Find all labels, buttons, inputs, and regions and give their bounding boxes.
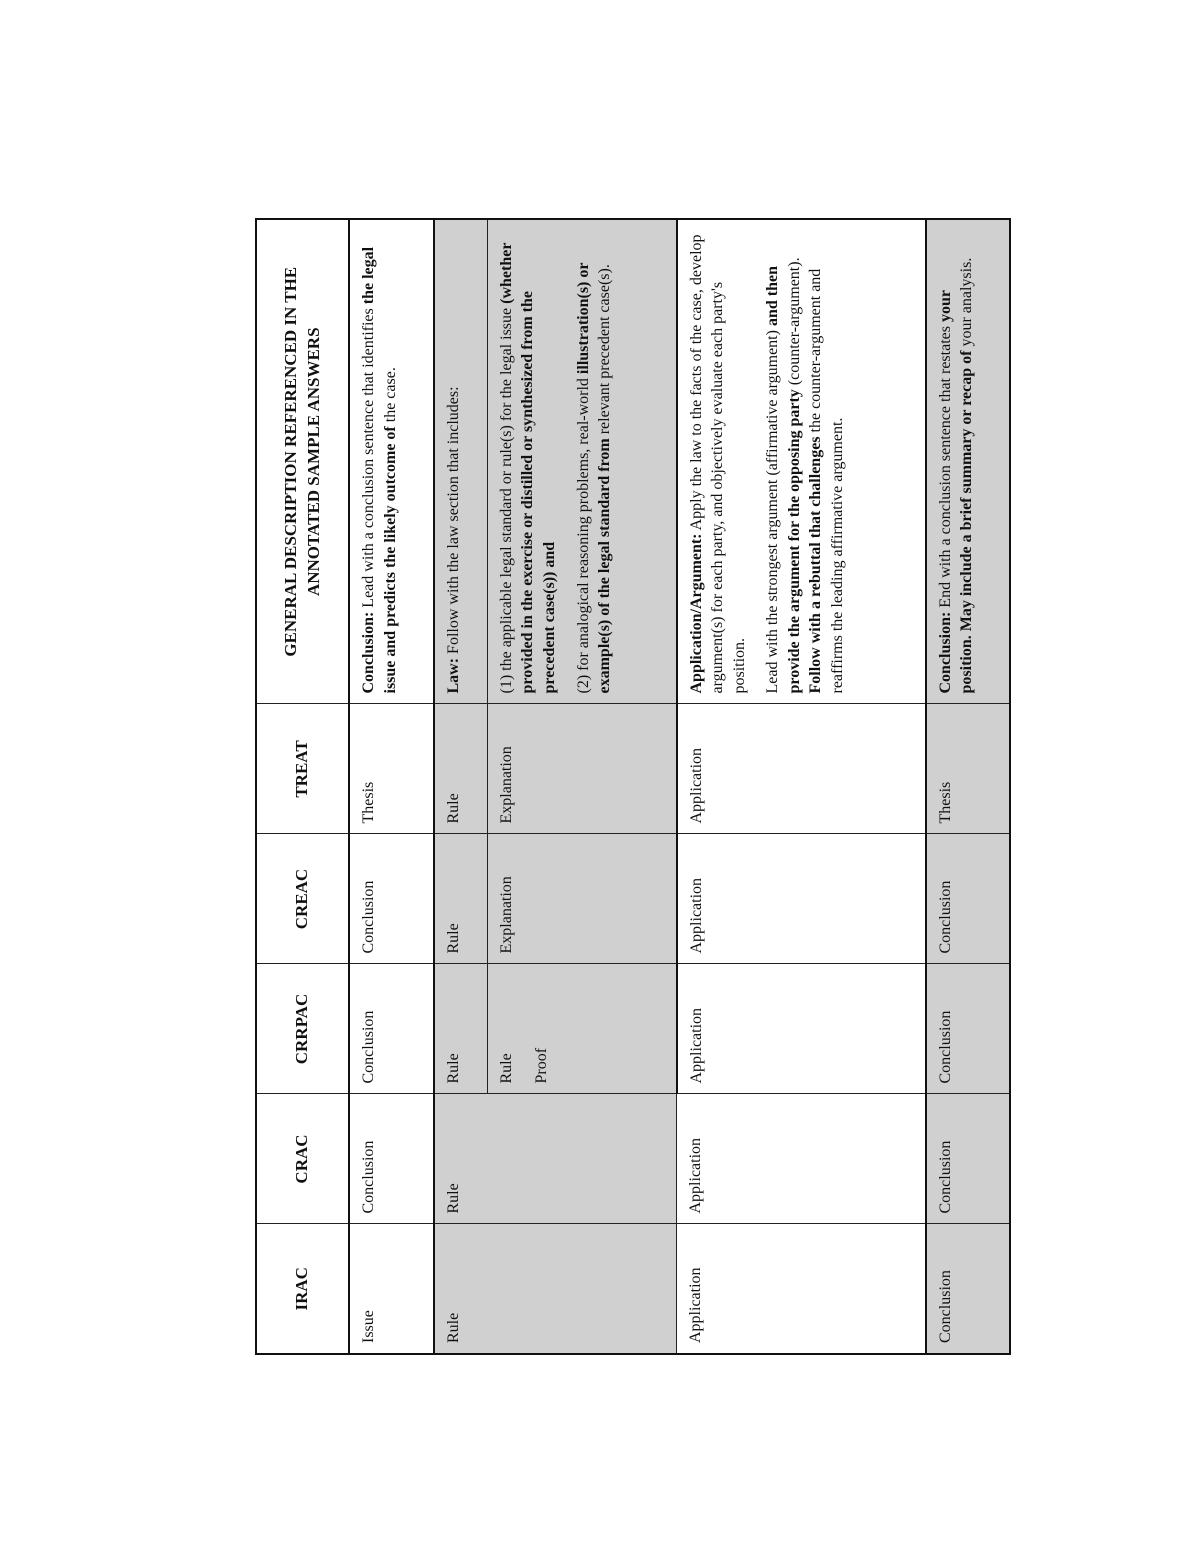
desc-text: Lead with a conclusion sentence that identifies [360, 304, 378, 612]
table-header-row [256, 219, 349, 1354]
desc-label: Conclusion: [936, 611, 954, 694]
cell-irac: Conclusion [926, 1224, 1010, 1354]
desc-text-bold: your position. May include a brief summary or recap of [936, 290, 976, 694]
cell-crac: Application [677, 1094, 926, 1224]
header-creac: CREAC [256, 834, 349, 964]
cell-treat: Thesis [926, 704, 1010, 834]
cell-description [349, 219, 433, 704]
cell-irac: Application [677, 1224, 926, 1354]
desc-text: Lead with the strongest argument (affirmative argument) [764, 326, 782, 694]
rotated-page [255, 220, 1011, 1355]
cell-treat: Thesis [349, 704, 433, 834]
cell-description [926, 219, 1010, 704]
cell-description [677, 219, 926, 704]
desc-paragraph [686, 230, 751, 694]
desc-text: End with a conclusion sentence that restates [936, 322, 954, 612]
desc-text: your analysis. [958, 257, 976, 351]
cell-treat: Application [677, 704, 926, 834]
cell-treat: Rule [434, 704, 488, 834]
framework-comparison-table [255, 218, 1011, 1355]
cell-creac: Application [677, 834, 926, 964]
desc-text-bold: and then provide the argument for the opposing party [764, 266, 803, 694]
cell-treat: Explanation [487, 704, 676, 834]
desc-text-bold: illustration(s) or example(s) of the legal standard from [574, 262, 614, 694]
desc-paragraph [573, 230, 616, 694]
cell-crrpac-proof: Proof [533, 1047, 551, 1084]
cell-crac: Conclusion [926, 1094, 1010, 1224]
table-row-conclusion [926, 219, 1010, 1354]
cell-crrpac: Conclusion [926, 964, 1010, 1094]
desc-paragraph [496, 230, 561, 694]
cell-crac: Conclusion [349, 1094, 433, 1224]
table-row-conclusion-thesis [349, 219, 433, 1354]
cell-description [487, 219, 676, 704]
desc-text-bold: the legal issue and predicts the likely outcome of [360, 246, 399, 694]
cell-irac: Issue [349, 1224, 433, 1354]
cell-crrpac [487, 964, 676, 1094]
table-row-rule [434, 219, 488, 1354]
desc-label: Conclusion: [360, 611, 378, 694]
cell-creac: Explanation [487, 834, 676, 964]
desc-text-bold: (whether provided in the exercise or distilled or synthesized from the precedent case(s)) and [497, 242, 559, 694]
header-crrpac: CRRPAC [256, 964, 349, 1094]
desc-text-bold: Follow with a rebuttal that challenges [807, 436, 825, 694]
cell-crrpac: Conclusion [349, 964, 433, 1094]
cell-crrpac: Application [677, 964, 926, 1094]
header-irac: IRAC [256, 1224, 349, 1354]
desc-label: Application/Argument: [687, 533, 705, 694]
desc-text: the case. [381, 367, 399, 427]
desc-text: Follow with the law section that includes: [444, 386, 462, 658]
cell-creac: Rule [434, 834, 488, 964]
cell-description [434, 219, 488, 704]
desc-text: (1) the applicable legal standard or rule(s) for the legal issue [497, 303, 515, 694]
cell-crrpac: Rule [434, 964, 488, 1094]
cell-crrpac-rule: Rule [497, 1053, 515, 1084]
table-row-application [677, 219, 926, 1354]
desc-paragraph [762, 230, 848, 694]
desc-text: relevant precedent case(s). [596, 264, 614, 439]
desc-label: Law: [444, 657, 462, 694]
desc-text: (2) for analogical reasoning problems, real-world [574, 374, 592, 694]
desc-text: Apply the law to the facts of the case, develop argument(s) for each party, and objectively evaluate each party's position. [687, 234, 748, 694]
cell-creac: Conclusion [349, 834, 433, 964]
desc-text: the counter-argument and reaffirms the leading affirmative argument. [807, 268, 847, 694]
cell-creac: Conclusion [926, 834, 1010, 964]
header-crac: CRAC [256, 1094, 349, 1224]
cell-crac: Rule [434, 1094, 677, 1224]
header-treat: TREAT [256, 704, 349, 834]
desc-text: (counter-argument). [785, 257, 803, 390]
cell-irac: Rule [434, 1224, 677, 1354]
header-description: GENERAL DESCRIPTION REFERENCED IN THE ANNOTATED SAMPLE ANSWERS [256, 219, 349, 704]
